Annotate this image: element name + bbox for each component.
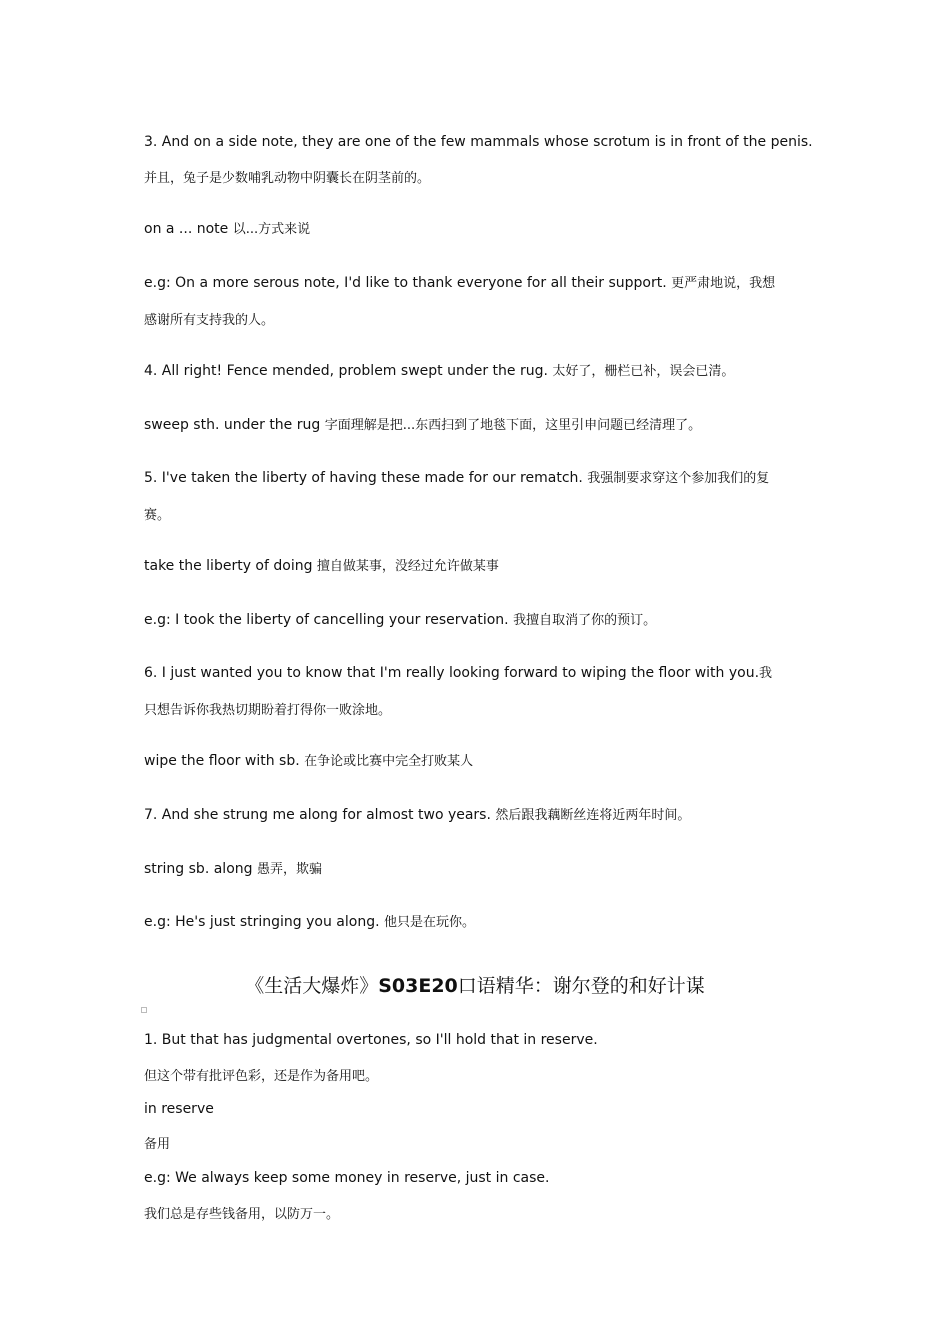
note-line: 备用 <box>144 1137 171 1152</box>
note-line: 4. All right! Fence mended, problem swept under the rug. 太好了，栅栏已补，误会已清。 <box>144 363 735 379</box>
section-heading: 《生活大爆炸》S03E20口语精华：谢尔登的和好计谋 <box>245 975 705 997</box>
note-line: 感谢所有支持我的人。 <box>144 313 275 328</box>
note-line: e.g: I took the liberty of cancelling your reservation. 我擅自取消了你的预订。 <box>144 612 657 628</box>
note-line: on a ... note 以...方式来说 <box>144 221 311 237</box>
note-line: 6. I just wanted you to know that I'm really looking forward to wiping the floor with you.我 <box>144 665 773 681</box>
note-line: 但这个带有批评色彩，还是作为备用吧。 <box>144 1069 379 1084</box>
note-line: e.g: On a more serous note, I'd like to thank everyone for all their support. 更严肃地说，我想 <box>144 275 776 291</box>
note-line: e.g: He's just stringing you along. 他只是在玩你。 <box>144 914 476 930</box>
note-line: 只想告诉你我热切期盼着打得你一败涂地。 <box>144 703 392 718</box>
note-line: 7. And she strung me along for almost two years. 然后跟我藕断丝连将近两年时间。 <box>144 807 691 823</box>
note-line: wipe the floor with sb. 在争论或比赛中完全打败某人 <box>144 753 474 769</box>
note-line: string sb. along 愚弄，欺骗 <box>144 861 322 877</box>
note-line: take the liberty of doing 擅自做某事，没经过允许做某事 <box>144 558 499 574</box>
note-line: sweep sth. under the rug 字面理解是把...东西扫到了地毯下面，这里引申问题已经清理了。 <box>144 417 702 433</box>
anchor-marker <box>141 1007 147 1013</box>
note-line: 5. I've taken the liberty of having these made for our rematch. 我强制要求穿这个参加我们的复 <box>144 470 770 486</box>
note-line: 1. But that has judgmental overtones, so I'll hold that in reserve. <box>144 1032 598 1048</box>
note-line: e.g: We always keep some money in reserve, just in case. <box>144 1170 550 1186</box>
note-line: in reserve <box>144 1101 214 1117</box>
note-line: 并且，兔子是少数哺乳动物中阴囊长在阴茎前的。 <box>144 171 431 186</box>
note-line: 赛。 <box>144 508 171 523</box>
note-line: 3. And on a side note, they are one of the few mammals whose scrotum is in front of the penis. <box>144 134 813 150</box>
note-line: 我们总是存些钱备用，以防万一。 <box>144 1207 340 1222</box>
